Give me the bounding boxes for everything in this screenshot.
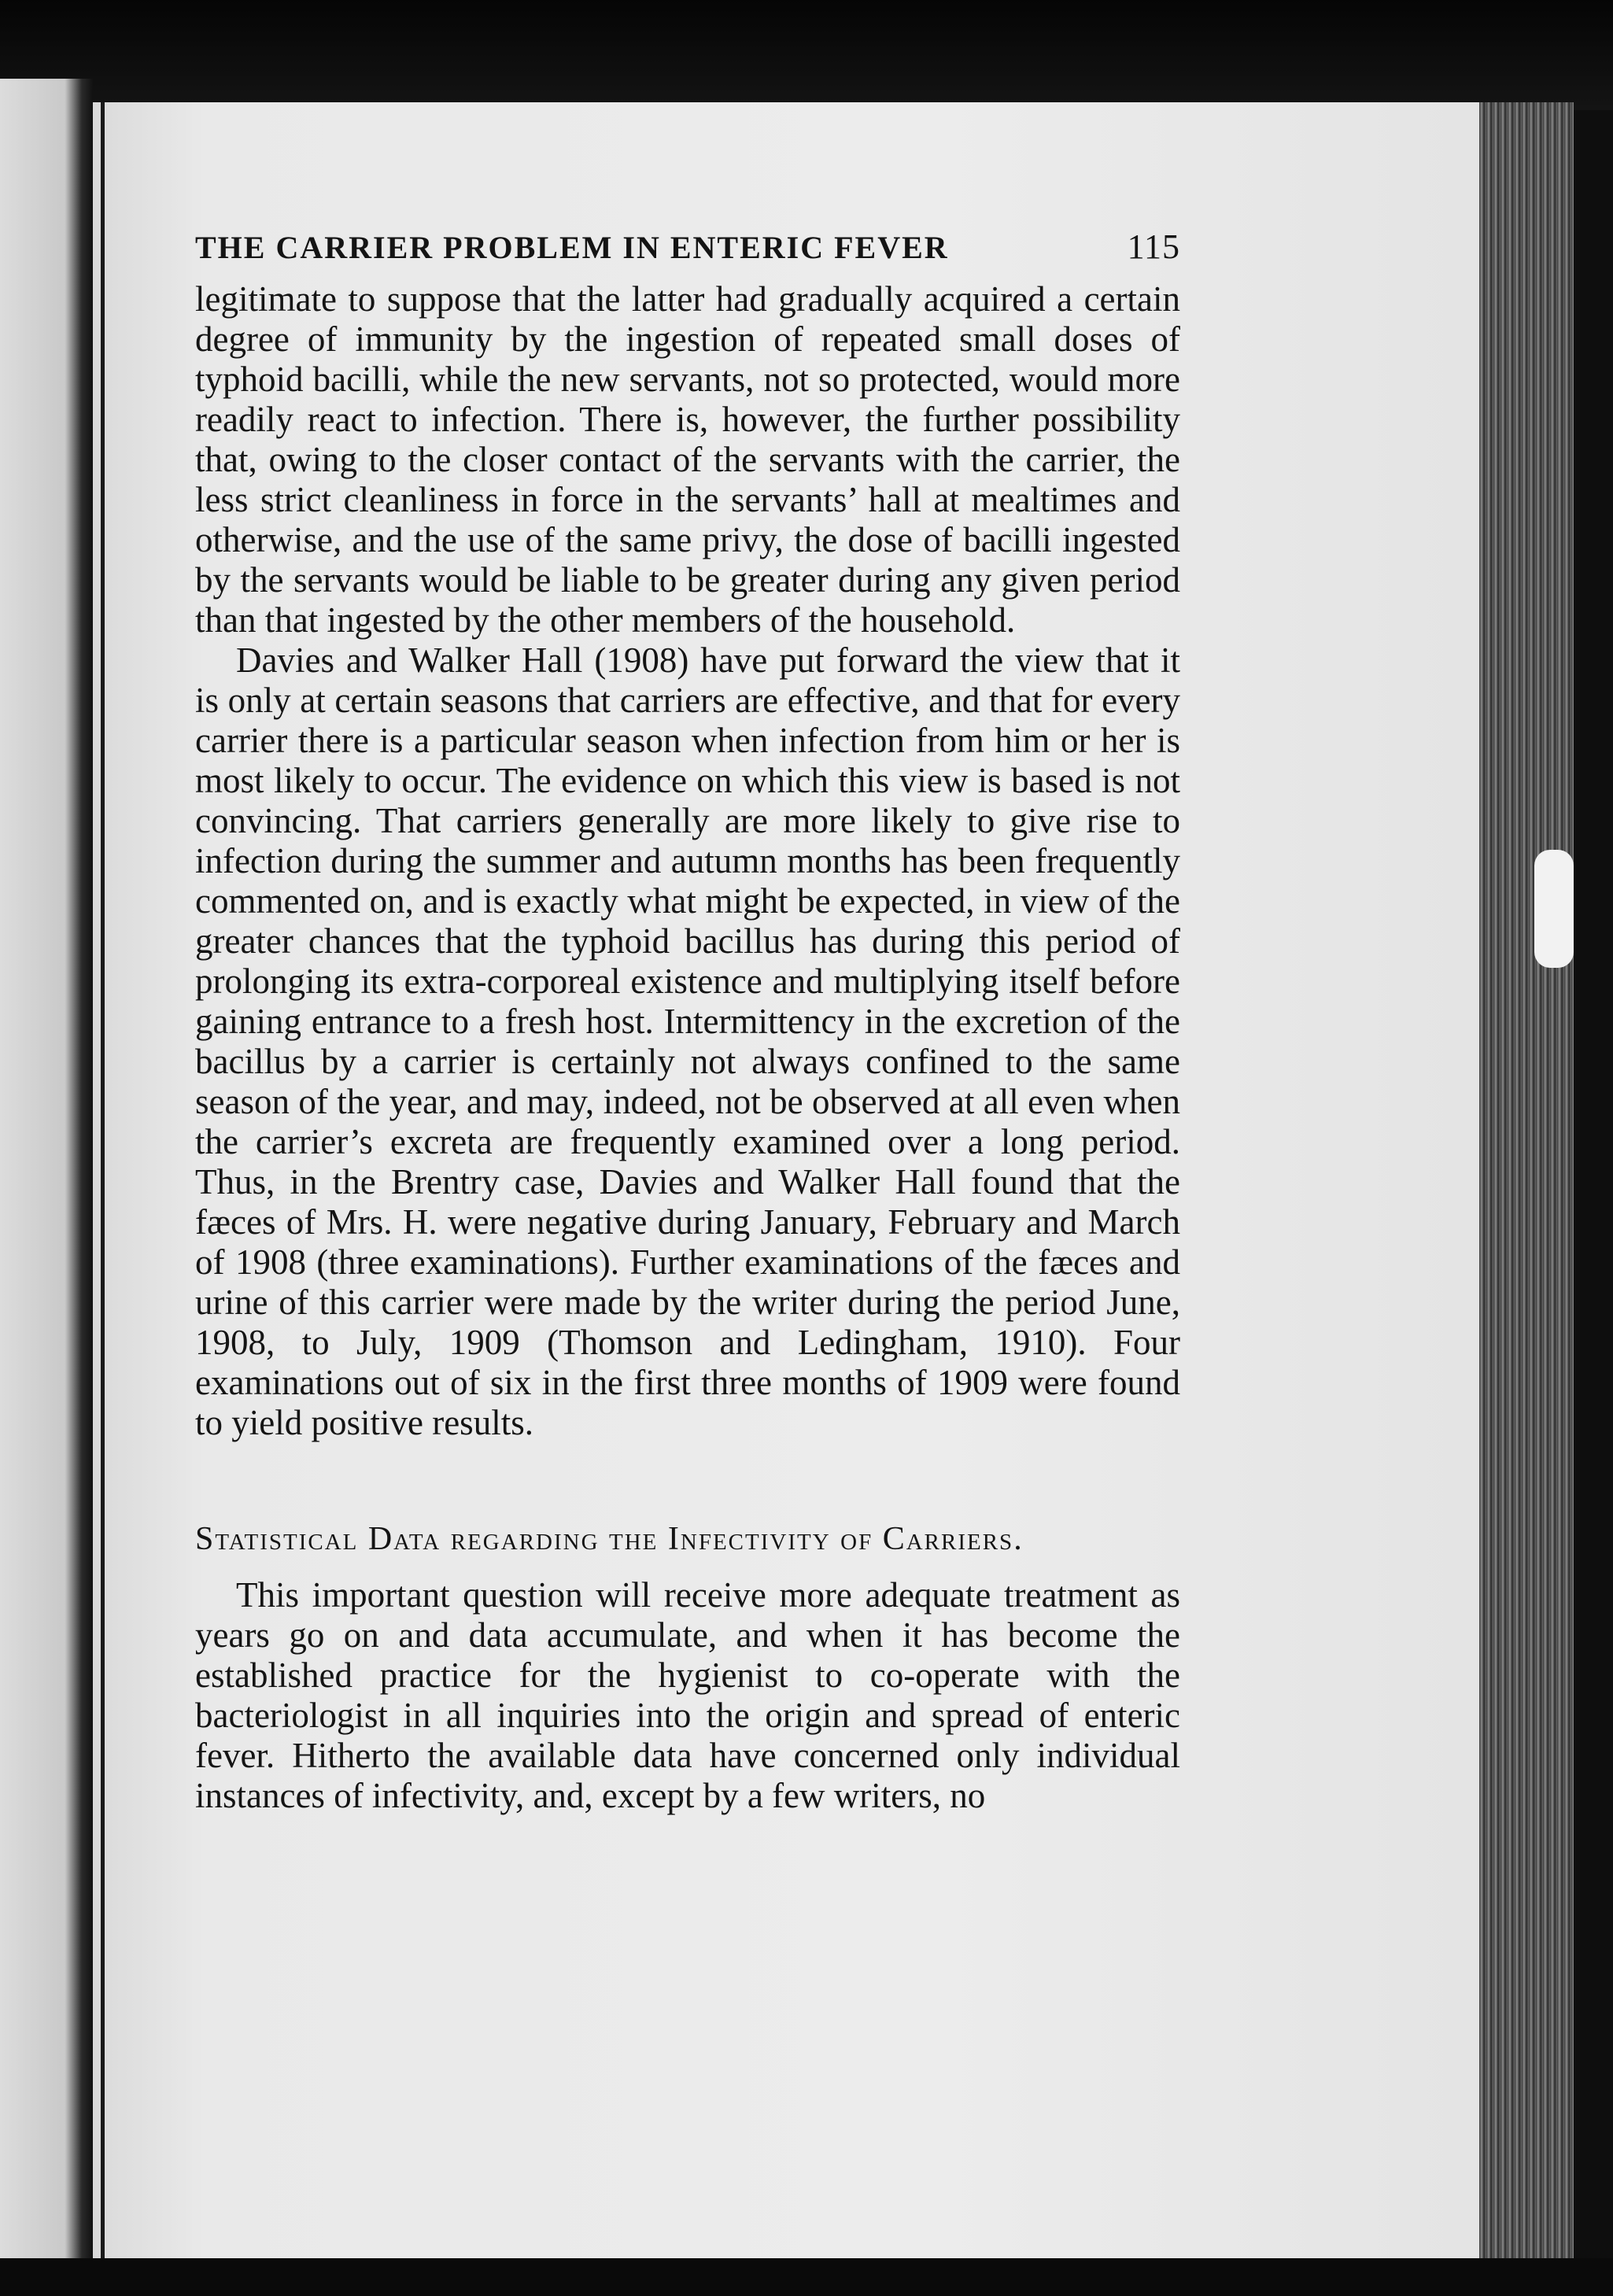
section-paragraph: This important question will receive more adequate treatment as years go on and data accumulate, and when it has become the established practice for the hygienist to co-operate with the bacteriologist in all inquiries into the origin and spread of enteric fever. Hitherto the available data have concerned only individual instances of infectivity, and, except by a few writers, no — [195, 1575, 1180, 1815]
scan-bottom-border — [0, 2258, 1613, 2296]
page-text-column — [195, 227, 1180, 1816]
book-page-stack-edge — [1479, 102, 1574, 2258]
page-number: 115 — [1127, 227, 1180, 266]
facing-page-edge — [0, 79, 93, 2266]
page-gutter-line — [101, 102, 105, 2258]
scan-top-border — [0, 0, 1613, 110]
page-tab-mark — [1534, 850, 1574, 968]
paragraph-continuation: legitimate to suppose that the latter had gradually acquired a certain degree of immunity by the ingestion of repeated small doses of typhoid bacilli, while the new servants, not so protected, would more readily react to infection. There is, however, the further possibility that, owing to the closer contact of the servants with the carrier, the less strict cleanliness in force in the servants’ hall at mealtimes and otherwise, and the use of the same privy, the dose of bacilli ingested by the servants would be liable to be greater during any given period than that ingested by the other members of the household. — [195, 279, 1180, 640]
running-head-title: THE CARRIER PROBLEM IN ENTERIC FEVER — [195, 230, 949, 265]
running-head — [195, 227, 1180, 267]
paragraph-davies-walker-hall: Davies and Walker Hall (1908) have put forward the view that it is only at certain seasons that carriers are effective, and that for every carrier there is a particular season when infection from him or her is most likely to occur. The evidence on which this view is based is not convincing. That carriers generally are more likely to give rise to infection during the summer and autumn months has been frequently commented on, and is exactly what might be expected, in view of the greater chances that the typhoid bacillus has during this period of prolonging its extra-corporeal existence and multiplying itself before gaining entrance to a fresh host. Intermittency in the excretion of the bacillus by a carrier is certainly not always confined to the same season of the year, and may, indeed, not be observed at all even when the carrier’s excreta are frequently examined over a long period. Thus, in the Brentry case, Davies and Walker Hall found that the fæces of Mrs. H. were negative during January, February and March of 1908 (three examinations). Further examinations of the fæces and urine of this carrier were made by the writer during the period June, 1908, to July, 1909 (Thomson and Ledingham, 1910). Four examinations out of six in the first three months of 1909 were found to yield positive results. — [195, 640, 1180, 1442]
section-heading: Statistical Data regarding the Infectivity of Carriers. — [195, 1521, 1024, 1557]
